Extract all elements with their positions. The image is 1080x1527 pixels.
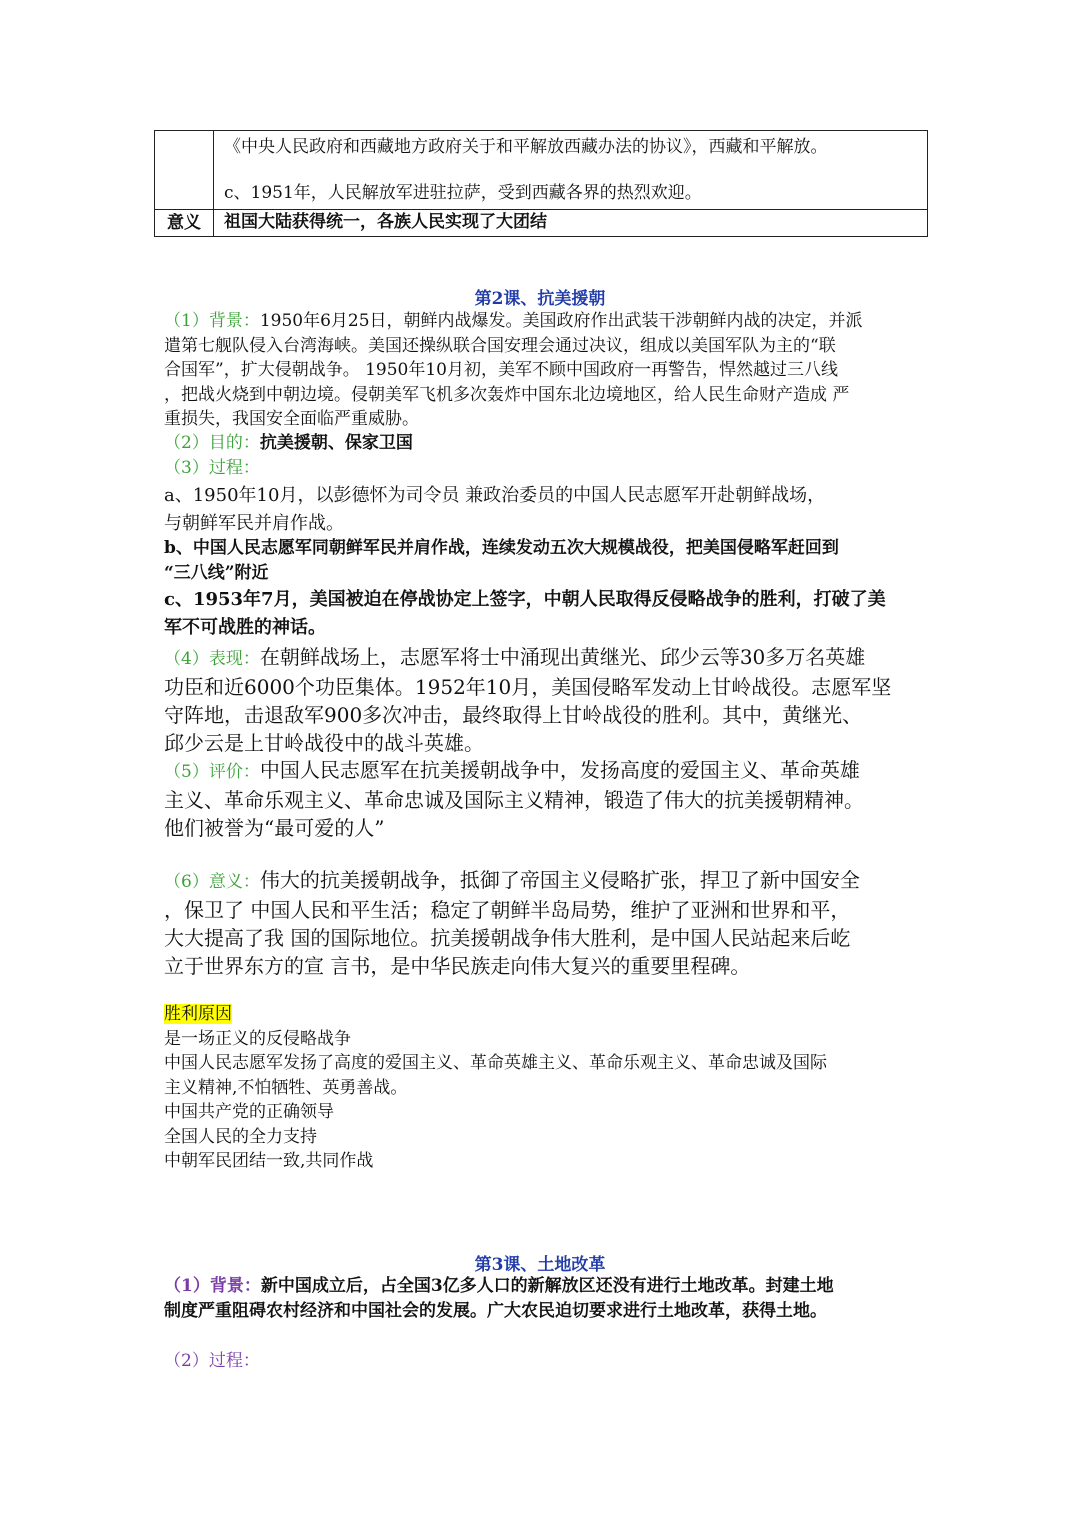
list-item: 中朝军民团结一致,共同作战 xyxy=(164,1151,374,1171)
section-label: （5）评价： xyxy=(164,762,260,782)
lesson2-process-c xyxy=(164,586,924,641)
paragraph-line: 合国军”，扩大侵朝战争。 1950年10月初，美军不顾中国政府一再警告，悍然越过三八线 xyxy=(164,360,838,380)
paragraph-line: 与朝鲜军民并肩作战。 xyxy=(164,512,344,534)
paragraph-line: 守阵地，击退敌军900多次冲击，最终取得上甘岭战役的胜利。其中，黄继光、 xyxy=(164,703,863,727)
section-label: （2）目的： xyxy=(164,433,260,453)
lesson2-performance xyxy=(164,643,924,757)
table-cell: 祖国大陆获得统一，各族人民实现了大团结 xyxy=(214,210,928,237)
paragraph-line: 遣第七舰队侵入台湾海峡。美国还操纵联合国安理会通过决议，组成以美国军队为主的“联 xyxy=(164,335,836,356)
paragraph-line: 大大提高了我 国的国际地位。抗美援朝战争伟大胜利，是中国人民站起来后屹 xyxy=(164,926,851,950)
paragraph-line: “三八线”附近 xyxy=(164,562,269,583)
list-item: 中国人民志愿军发扬了高度的爱国主义、革命英雄主义、革命乐观主义、革命忠诚及国际 xyxy=(164,1053,827,1073)
table-row xyxy=(155,131,928,210)
paragraph-line: 中国人民志愿军在抗美援朝战争中，发扬高度的爱国主义、革命英雄 xyxy=(259,758,860,782)
lesson2-process-label xyxy=(164,456,924,481)
lesson2-background xyxy=(164,309,924,432)
paragraph-line: 制度严重阻碍农村经济和中国社会的发展。广大农民迫切要求进行土地改革，获得土地。 xyxy=(164,1300,827,1321)
paragraph-line: ，把战火烧到中朝边境。侵朝美军飞机多次轰炸中国东北边境地区，给人民生命财产造成 严 xyxy=(164,384,850,405)
lesson2-process-b xyxy=(164,536,924,585)
paragraph-line: 他们被誉为“最可爱的人” xyxy=(164,816,385,840)
table-row-label: 意义 xyxy=(155,210,214,237)
paragraph-line: b、中国人民志愿军同朝鲜军民并肩作战，连续发动五次大规模战役，把美国侵略军赶回到 xyxy=(164,538,839,558)
section-label: （3）过程： xyxy=(164,458,260,478)
table-cell-line: 《中央人民政府和西藏地方政府关于和平解放西藏办法的协议》，西藏和平解放。 xyxy=(224,137,828,157)
paragraph-line: 主义、革命乐观主义、革命忠诚及国际主义精神，锻造了伟大的抗美援朝精神。 xyxy=(164,788,864,812)
lesson3-process xyxy=(164,1349,924,1374)
paragraph-line: 邱少云是上甘岭战役中的战斗英雄。 xyxy=(164,731,484,755)
paragraph-line: 立于世界东方的宣 言书，是中华民族走向伟大复兴的重要里程碑。 xyxy=(164,954,751,978)
lesson2-evaluation xyxy=(164,756,924,842)
paragraph-line: ，保卫了 中国人民和平生活；稳定了朝鲜半岛局势，维护了亚洲和世界和平， xyxy=(164,898,851,922)
lesson2-purpose xyxy=(164,431,924,456)
victory-title: 胜利原因 xyxy=(164,1004,232,1024)
section-label: （6）意义： xyxy=(164,872,260,892)
paragraph-line: 重损失，我国安全面临严重威胁。 xyxy=(164,409,419,429)
victory-reasons xyxy=(164,1002,924,1174)
list-item: 中国共产党的正确领导 xyxy=(164,1102,334,1122)
paragraph-line: 军不可战胜的神话。 xyxy=(164,616,326,638)
lesson2-process-a xyxy=(164,482,924,537)
section-label: （4）表现： xyxy=(164,649,260,669)
section-label: （1）背景： xyxy=(164,1276,261,1296)
section-label: （1）背景： xyxy=(164,311,260,331)
table-row-label xyxy=(155,131,214,210)
paragraph-line: 功臣和近6000个功臣集体。1952年10月，美国侵略军发动上甘岭战役。志愿军坚 xyxy=(164,675,892,699)
table-cell-line: c、1951年，人民解放军进驻拉萨，受到西藏各界的热烈欢迎。 xyxy=(224,183,702,203)
list-item: 主义精神,不怕牺牲、英勇善战。 xyxy=(164,1077,408,1098)
lesson2-significance xyxy=(164,866,924,980)
list-item: 是一场正义的反侵略战争 xyxy=(164,1028,351,1049)
summary-table xyxy=(154,130,928,237)
paragraph-line: a、1950年10月，以彭德怀为司令员 兼政治委员的中国人民志愿军开赴朝鲜战场， xyxy=(164,485,826,506)
table-cell xyxy=(214,131,928,210)
lesson3-title: 第3课、土地改革 xyxy=(474,1255,606,1275)
list-item: 全国人民的全力支持 xyxy=(164,1126,317,1147)
section-label: （2）过程： xyxy=(164,1351,260,1371)
paragraph-line: 在朝鲜战场上，志愿军将士中涌现出黄继光、邱少云等30多万名英雄 xyxy=(259,645,866,669)
paragraph-line: c、1953年7月，美国被迫在停战协定上签字，中朝人民取得反侵略战争的胜利，打破了美 xyxy=(164,589,886,610)
lesson3-background xyxy=(164,1274,924,1323)
table-row xyxy=(155,210,928,237)
paragraph-line: 新中国成立后，占全国3亿多人口的新解放区还没有进行土地改革。封建土地 xyxy=(260,1276,834,1296)
paragraph-line: 抗美援朝、保家卫国 xyxy=(259,433,413,453)
paragraph-line: 伟大的抗美援朝战争，抵御了帝国主义侵略扩张，捍卫了新中国安全 xyxy=(259,868,860,892)
lesson2-title: 第2课、抗美援朝 xyxy=(474,289,606,309)
paragraph-line: 1950年6月25日，朝鲜内战爆发。美国政府作出武装干涉朝鲜内战的决定，并派 xyxy=(259,311,863,331)
